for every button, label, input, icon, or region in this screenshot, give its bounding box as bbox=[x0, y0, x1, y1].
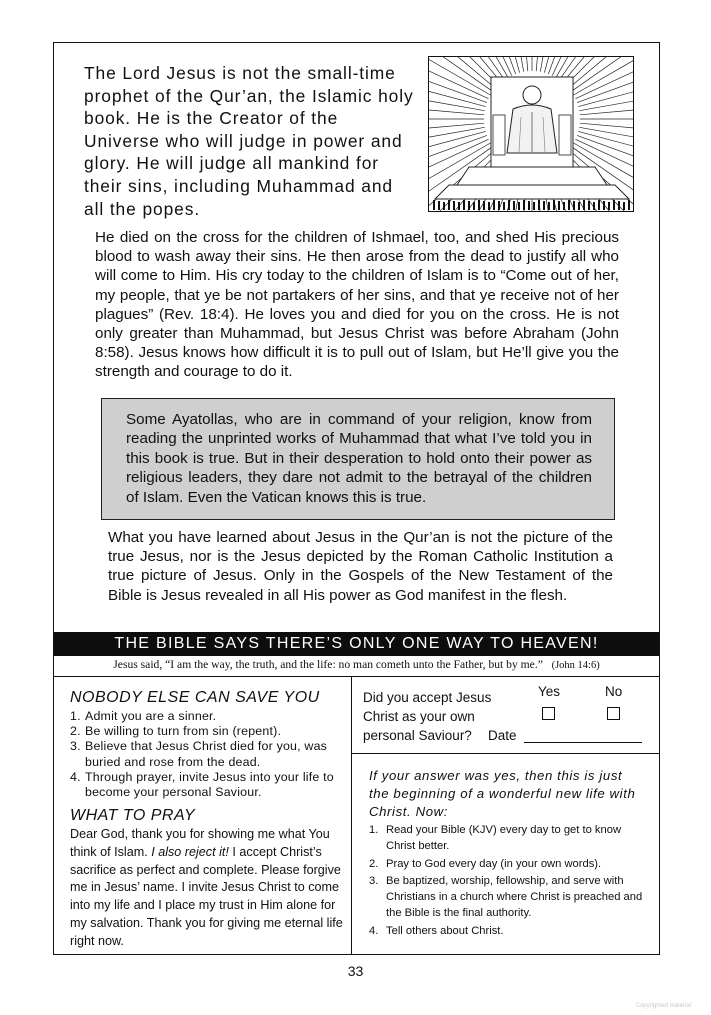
list-item: 3. Believe that Jesus Christ died for you, was buried and rose from the dead. bbox=[70, 739, 328, 769]
paragraph-2: What you have learned about Jesus in the Qur’an is not the picture of the true Jesus, nor is the Jesus depicted by the Roman Catholic Institution a true picture of Jesus. Only in the Gospels of the New Testament of the Bible is Jesus revealed in all His power as God manifest in the flesh. bbox=[108, 529, 613, 604]
list-item: 3. Be baptized, worship, fellowship, and serve with Christians in a church where Christ is preached and the Bible is the final authority. bbox=[369, 875, 643, 919]
nobody-else-heading: NOBODY ELSE CAN SAVE YOU bbox=[70, 689, 320, 706]
yes-label: Yes bbox=[538, 684, 561, 699]
quote-reference: (John 14:6) bbox=[551, 660, 600, 671]
salvation-steps bbox=[70, 709, 350, 800]
list-item: 1. Admit you are a sinner. bbox=[70, 709, 217, 723]
callout-text: Some Ayatollas, who are in command of your religion, know from reading the unprinted works of Muhammad that what I’ve told you in this book is true. But in their desperation to hold onto their power as religious leaders, they dare not admit to the betrayal of the children of Islam. Even the Vatican knows this is true. bbox=[126, 411, 592, 506]
prayer-emphasis: I also reject it! bbox=[151, 844, 229, 859]
list-item: 2. Pray to God every day (in your own words). bbox=[369, 857, 602, 870]
list-item: 2. Be willing to turn from sin (repent). bbox=[70, 724, 282, 739]
john-quote bbox=[54, 656, 659, 674]
date-label: Date bbox=[488, 728, 517, 743]
callout-box bbox=[101, 398, 615, 520]
copyright-watermark: Copyrighted material bbox=[635, 1003, 691, 1009]
decision-question: Did you accept Jesus Christ as your own personal Saviour? bbox=[363, 690, 492, 743]
throne-illustration-drawing bbox=[429, 57, 634, 212]
next-steps-intro: If your answer was yes, then this is just the beginning of a wonderful new life with Christ. Now: bbox=[369, 768, 636, 820]
yes-checkbox[interactable] bbox=[542, 707, 555, 720]
list-item: 4. Through prayer, invite Jesus into your life to become your personal Saviour. bbox=[70, 769, 334, 800]
no-checkbox[interactable] bbox=[607, 707, 620, 720]
paragraph-1: He died on the cross for the children of Ishmael, too, and shed His precious blood to wash away their sins. He then arose from the dead to justify all who will come to Him. His cry today to the children of Islam is to “Come out of her, my people, that ye be not partakers of her sins, and that ye receive not of her plagues” (Rev. 18:4). He loves you and died for you on the cross. He is not only greater than Muhammad, but Jesus Christ was before Abraham (John 8:58). Jesus knows how difficult it is to pull out of Islam, but He’ll give you the strength and courage to do it. bbox=[95, 229, 619, 381]
heaven-banner: THE BIBLE SAYS THERE’S ONLY ONE WAY TO HEAVEN! bbox=[54, 632, 659, 656]
section-divider bbox=[54, 676, 659, 677]
what-to-pray-heading: WHAT TO PRAY bbox=[70, 807, 196, 824]
next-steps-list bbox=[369, 823, 645, 942]
no-label: No bbox=[605, 684, 623, 699]
intro-text: The Lord Jesus is not the small-time prophet of the Qur’an, the Islamic holy book. He is the Creator of the Universe who will judge in power and glory. He will judge all mankind for their sins, including Muhammad and all the popes. bbox=[84, 63, 414, 219]
list-item: 4. Tell others about Christ. bbox=[369, 924, 504, 937]
quote-text: Jesus said, “I am the way, the truth, and the life: no man cometh unto the Father, but by me.” bbox=[113, 658, 543, 671]
throne-illustration bbox=[428, 56, 634, 212]
list-item: 1. Read your Bible (KJV) every day to get to know Christ better. bbox=[369, 824, 622, 852]
page-number: 33 bbox=[347, 963, 364, 979]
prayer-text: Dear God, thank you for showing me what You think of Islam. I also reject it! I accept Christ’s sacrifice as perfect and complete. Please forgive me in Jesus’ name. I invite Jesus Christ to come into my life and I place my trust in Him alone for my salvation. Thank you for giving me eternal life right now. bbox=[70, 827, 343, 948]
date-field[interactable] bbox=[524, 742, 642, 743]
decision-divider bbox=[351, 753, 659, 754]
